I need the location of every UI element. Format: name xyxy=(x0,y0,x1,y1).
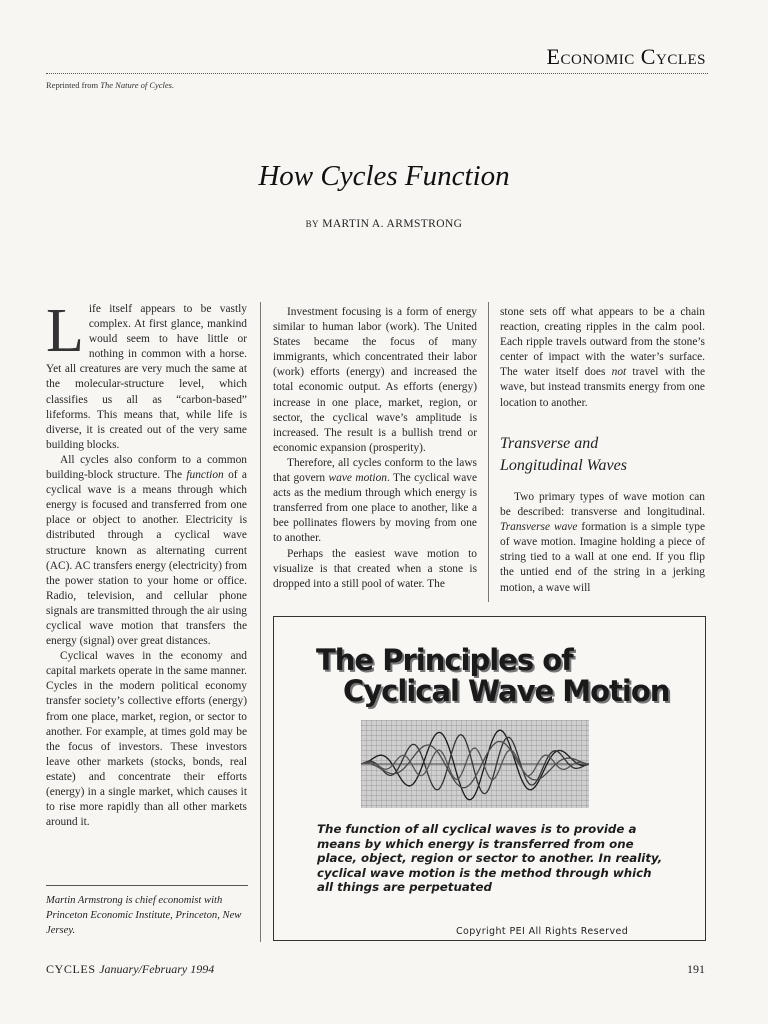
emphasis: function xyxy=(186,469,224,482)
section-header: Economic Cycles xyxy=(546,44,706,69)
paragraph-text: ife itself appears to be vastly complex. At first glance, mankind would seem to have little or nothing in common with a horse. Yet all creatures are very much the same at the molecular-structure level, which classifies us all as “carbon-based” lifeforms. This means that, while life is diverse, it is created out of the very same building blocks. xyxy=(46,303,247,451)
issue-date: January/February 1994 xyxy=(99,962,215,976)
paragraph: Cyclical waves in the economy and capital markets operate in the same manner. Cycles in the modern political economy transfer society’s collective efforts (energy) from one place, market, region, or sector to another. For example, at times gold may be the focus of investors. These investors leave other markets (stocks, bonds, real estate) and concentrate their efforts (energy) in a single market, which causes it to rise more rapidly than all other markets around it. xyxy=(46,650,247,829)
paragraph xyxy=(46,453,247,649)
column-2 xyxy=(273,305,477,592)
page-number: 191 xyxy=(687,962,705,976)
reprint-prefix: Reprinted from xyxy=(46,80,101,90)
figure-copyright: Copyright PEI All Rights Reserved xyxy=(456,926,629,937)
byline xyxy=(0,218,768,230)
column-divider xyxy=(488,302,489,602)
wave-motion-graphic xyxy=(361,720,589,808)
column-1 xyxy=(46,297,247,830)
figure-title-line-1: The Principles of xyxy=(316,643,573,677)
paragraph xyxy=(273,456,477,547)
emphasis: not xyxy=(611,366,627,379)
paragraph-text: formation is a simple type of wave motion. Imagine holding a piece of string tied to a wall at one end. If you flip the untied end of the string in a jerking motion, a wave will xyxy=(500,521,705,594)
article-title: How Cycles Function xyxy=(258,160,510,192)
paragraph-text: stone sets off what appears to be a chain reaction, creating ripples in the calm pool. Each ripple travels outward from the stone’s center of impact with the water’s surface. The water itself does xyxy=(500,306,705,379)
paragraph-text: travel with the wave, but instead transmits energy from one location to another. xyxy=(500,366,705,409)
paragraph xyxy=(500,490,705,596)
column-3-continued xyxy=(500,490,705,596)
author-name: MARTIN A. ARMSTRONG xyxy=(322,218,463,230)
reprint-note xyxy=(46,80,174,90)
paragraph xyxy=(500,305,705,411)
paragraph-text: Therefore, all cycles conform to the laws that govern xyxy=(273,456,477,485)
byline-prefix: BY xyxy=(305,219,319,229)
drop-cap: L xyxy=(46,297,84,365)
emphasis: Transverse wave xyxy=(500,521,578,534)
paragraph-text: Two primary types of wave motion can be described: transverse and longitudinal. xyxy=(500,491,705,519)
subheading-line: Transverse and xyxy=(500,435,599,452)
paragraph xyxy=(46,297,247,453)
paragraph-text: . The cyclical wave acts as the medium through which energy is transferred from one place to another, like a bee pollinates flowers by moving from one to another. xyxy=(273,472,477,545)
author-bio: Martin Armstrong is chief economist with Princeton Economic Institute, Princeton, New Jersey. xyxy=(46,895,242,936)
column-3 xyxy=(500,305,705,411)
paragraph-text: of a cyclical wave is a means through which energy is focused and transferred from one place or object to another. Electricity is distributed through a cyclical wave structure known as alternating current (AC). AC transfers energy (electricity) from the power station to your home or office. Radio, television, and cellular phone signals are transmitted through the air using cyclical wave motion that transfers the energy (signal) over great distances. xyxy=(46,469,247,648)
column-divider xyxy=(260,302,261,942)
bio-divider xyxy=(46,885,248,886)
paragraph: Investment focusing is a form of energy similar to human labor (work). The United States became the focus of many immigrants, which concentrated their labor (work) efforts (energy) and increased the total economic output. As efforts (energy) increase in one place, market, region, or sector, the cyclical wave’s amplitude is increased. The result is a bullish trend or economic expansion (prosperity). xyxy=(273,306,477,454)
footer-journal xyxy=(46,962,214,977)
emphasis: wave motion xyxy=(328,472,387,485)
section-subheading xyxy=(500,433,710,477)
reprint-source: The Nature of Cycles. xyxy=(100,80,175,90)
paragraph: Perhaps the easiest wave motion to visualize is that created when a stone is dropped into a still pool of water. The xyxy=(273,547,477,590)
paragraph-text: All cycles also conform to a common building-block structure. The xyxy=(46,453,247,482)
subheading-line: Longitudinal Waves xyxy=(500,457,627,474)
journal-name: CYCLES xyxy=(46,962,96,976)
header-divider xyxy=(46,73,708,74)
figure-caption: The function of all cyclical waves is to provide a means by which energy is transferred from one place, object, region or sector to another. In reality, cyclical wave motion is the method through which all things are perpetuated xyxy=(317,822,663,895)
figure-title-line-2: Cyclical Wave Motion xyxy=(343,674,670,708)
